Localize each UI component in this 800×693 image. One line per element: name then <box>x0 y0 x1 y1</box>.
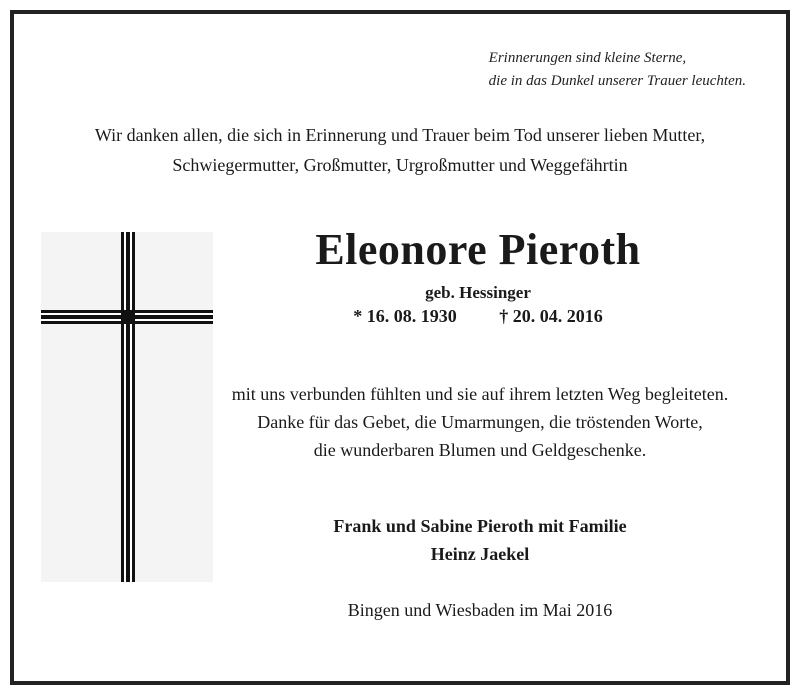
signers <box>200 512 760 568</box>
death-date: † 20. 04. 2016 <box>499 306 603 326</box>
body-line-3: die wunderbaren Blumen und Geldgeschenke. <box>313 440 647 460</box>
quote-line-2: die in das Dunkel unserer Trauer leuchten. <box>488 73 746 89</box>
quote-line-1: Erinnerungen sind kleine Sterne, <box>488 50 687 66</box>
place-and-date: Bingen und Wiesbaden im Mai 2016 <box>347 600 613 620</box>
thank-you-intro <box>24 120 776 180</box>
body-line-1: mit uns verbunden fühlten und sie auf ihrem letzten Weg begleiteten. <box>231 384 729 404</box>
cross-center <box>121 310 135 324</box>
intro-line-1: Wir danken allen, die sich in Erinnerung und Trauer beim Tod unserer lieben Mutter, <box>94 125 706 145</box>
birth-name: geb. Hessinger <box>425 283 531 302</box>
signer-line-2: Heinz Jaekel <box>430 544 530 564</box>
cross-vertical-beam <box>121 232 135 582</box>
thank-you-body <box>200 380 760 464</box>
signer-line-1: Frank und Sabine Pieroth mit Familie <box>333 516 627 536</box>
body-line-2: Danke für das Gebet, die Umarmungen, die tröstenden Worte, <box>257 412 703 432</box>
birth-date: * 16. 08. 1930 <box>353 306 457 326</box>
intro-line-2: Schwiegermutter, Großmutter, Urgroßmutter und Weggefährtin <box>172 155 628 175</box>
memorial-quote <box>489 47 746 93</box>
life-dates <box>230 306 726 327</box>
deceased-name: Eleonore Pieroth <box>315 225 641 274</box>
